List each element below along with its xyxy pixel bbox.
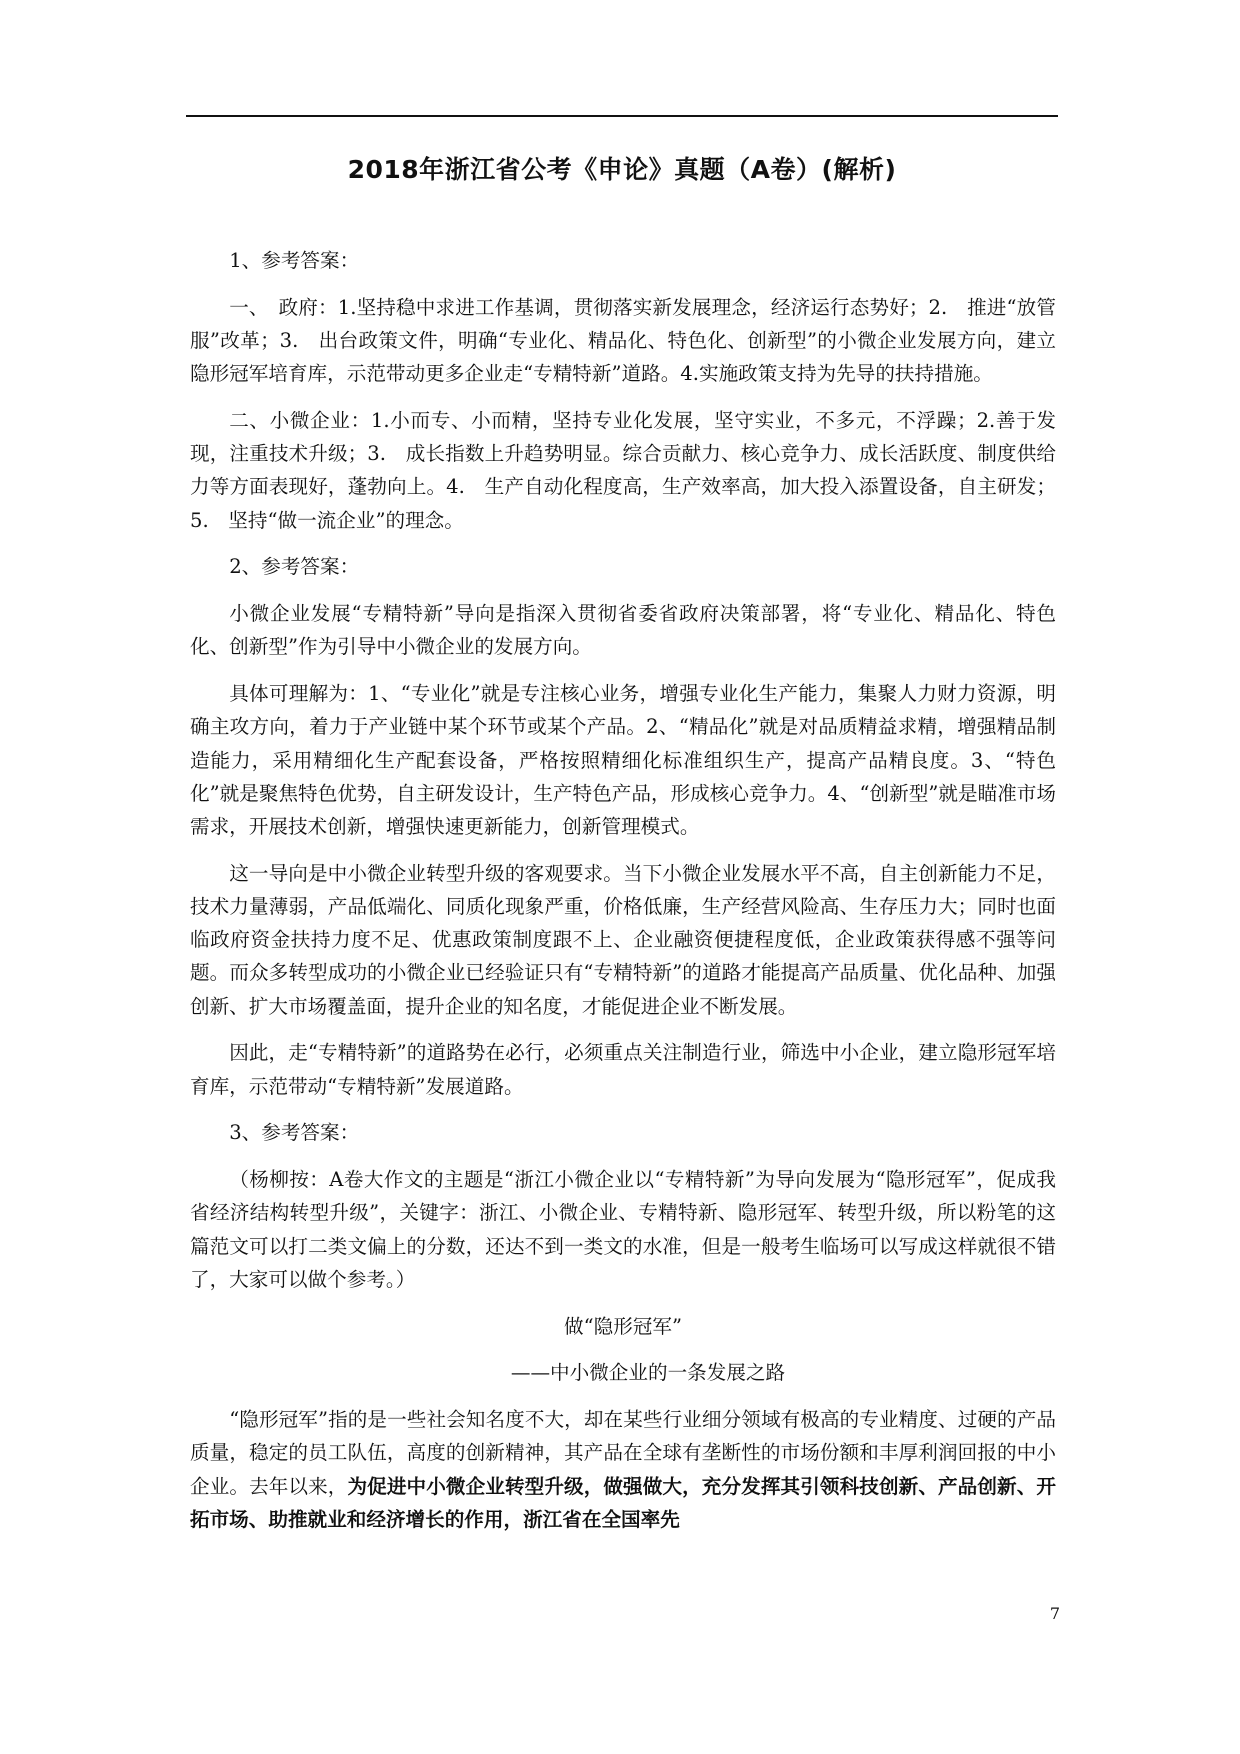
editor-note: （杨柳按：A卷大作文的主题是“浙江小微企业以“专精特新”为导向发展为“隐形冠军”，促成我省经济结构转型升级”，关键字：浙江、小微企业、专精特新、隐形冠军、转型升级，所以粉笔的这篇范文可以打二类文偏上的分数，还达不到一类文的水准，但是一般考生临场可以写成这样就很不错了，大家可以做个参考。）: [190, 1168, 1056, 1291]
essay-opening-emphasis: 为促进中小微企业转型升级，做强做大，充分发挥其引领科技创新、产品创新、开拓市场、助推就业和经济增长的作用，浙江省在全国率先: [190, 1474, 1057, 1531]
essay-title: 做“隐形冠军”: [563, 1314, 682, 1338]
answer-2-explanation: 具体可理解为：1、“专业化”就是专注核心业务，增强专业化生产能力，集聚人力财力资源，明确主攻方向，着力于产业链中某个环节或某个产品。2、“精品化”就是对品质精益求精，增强精品制造能力，采用精细化生产配套设备，严格按照精细化标准组织生产，提高产品精良度。3、“特色化”就是聚焦特色优势，自主研发设计，生产特色产品，形成核心竞争力。4、“创新型”就是瞄准市场需求，开展技术创新，增强快速更新能力，创新管理模式。: [190, 682, 1056, 839]
answer-1-enterprises: 二、小微企业：1.小而专、小而精，坚持专业化发展，坚守实业，不多元，不浮躁；2.善于发现，注重技术升级；3. 成长指数上升趋势明显。综合贡献力、核心竞争力、成长活跃度、制度供给力等方面表现好，蓬勃向上。4. 生产自动化程度高，生产效率高，加大投入添置设备，自主研发；5. 坚持“做一流企业”的理念。: [190, 409, 1056, 532]
answer-2-rationale: 这一导向是中小微企业转型升级的客观要求。当下小微企业发展水平不高，自主创新能力不足，技术力量薄弱，产品低端化、同质化现象严重，价格低廉，生产经营风险高、生存压力大；同时也面临政府资金扶持力度不足、优惠政策制度跟不上、企业融资便捷程度低，企业政策获得感不强等问题。而众多转型成功的小微企业已经验证只有“专精特新”的道路才能提高产品质量、优化品种、加强创新、扩大市场覆盖面，提升企业的知名度，才能促进企业不断发展。: [190, 861, 1056, 1018]
answer-2-definition: 小微企业发展“专精特新”导向是指深入贯彻省委省政府决策部署，将“专业化、精品化、特色化、创新型”作为引导中小微企业的发展方向。: [190, 602, 1056, 659]
answer-1-government: 一、 政府：1.坚持稳中求进工作基调，贯彻落实新发展理念，经济运行态势好；2. 推进“放管服”改革；3. 出台政策文件，明确“专业化、精品化、特色化、创新型”的小微企业发展方向，建立隐形冠军培育库，示范带动更多企业走“专精特新”道路。4.实施政策支持为先导的扶持措施。: [190, 295, 1056, 386]
page-number: 7: [1049, 1604, 1060, 1623]
header-rule: [186, 115, 1058, 117]
document-body: [190, 244, 1056, 1550]
essay-subtitle: ——中小微企业的一条发展之路: [510, 1361, 786, 1385]
document-title: 2018年浙江省公考《申论》真题（A卷）(解析): [347, 155, 897, 184]
essay-opening-paragraph: [190, 1403, 1056, 1536]
essay-opening-text: “隐形冠军”指的是一些社会知名度不大，却在某些行业细分领域有极高的专业精度、过硬的产品质量，稳定的员工队伍，高度的创新精神，其产品在全球有垄断性的市场份额和丰厚利润回报的中小企业。去年以来，: [190, 1408, 1056, 1498]
answer-3-heading: 3、参考答案：: [229, 1121, 360, 1145]
answer-2-heading: 2、参考答案：: [229, 555, 360, 579]
answer-1-heading: 1、参考答案：: [229, 249, 360, 272]
answer-2-conclusion: 因此，走“专精特新”的道路势在必行，必须重点关注制造行业，筛选中小企业，建立隐形冠军培育库，示范带动“专精特新”发展道路。: [190, 1041, 1056, 1098]
